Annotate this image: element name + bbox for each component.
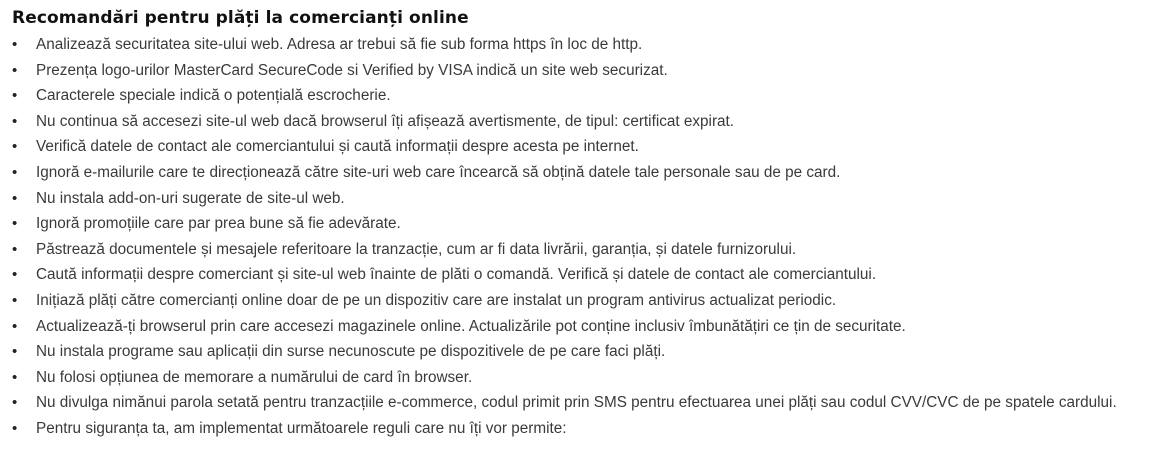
- list-item-text: Nu instala add-on-uri sugerate de site-ul web.: [36, 189, 345, 207]
- list-item-text: Analizează securitatea site-ului web. Adresa ar trebui să fie sub forma https în loc de http.: [36, 36, 643, 53]
- list-item-text: Verifică datele de contact ale comerciantului și caută informații despre acesta pe internet.: [36, 138, 639, 156]
- section-title: Recomandări pentru plăți la comercianți online: [12, 8, 469, 28]
- list-item: [12, 288, 1151, 314]
- list-item-text: Ignoră e-mailurile care te direcționează către site-uri web care încearcă să obțină datele tale personale sau de pe card.: [36, 163, 841, 181]
- bullet-icon: •: [12, 87, 18, 105]
- bullet-icon: •: [12, 266, 18, 284]
- list-item: [12, 314, 1151, 340]
- bullet-icon: •: [12, 163, 18, 181]
- list-item: [12, 211, 1151, 237]
- list-item-text: Prezența logo-urilor MasterCard SecureCode si Verified by VISA indică un site web securizat.: [36, 61, 668, 79]
- bullet-icon: •: [12, 343, 18, 361]
- list-item-text: Nu divulga nimănui parola setată pentru tranzacțiile e-commerce, codul primit prin SMS pentru efectuarea unei plăți sau codul CVV/CVC de pe spatele cardului.: [36, 394, 1117, 412]
- list-item-text: Pentru siguranța ta, am implementat următoarele reguli care nu îți vor permite:: [36, 419, 567, 437]
- list-item-text: Ignoră promoțiile care par prea bune să fie adevărate.: [36, 215, 401, 233]
- bullet-icon: •: [12, 419, 18, 437]
- bullet-icon: •: [12, 215, 18, 233]
- bullet-icon: •: [12, 240, 18, 258]
- bullet-icon: •: [12, 189, 18, 207]
- list-item-text: Caracterele speciale indică o potențială escrocherie.: [36, 87, 391, 105]
- bullet-icon: •: [12, 394, 18, 412]
- bullet-icon: •: [12, 317, 18, 335]
- list-item: [12, 109, 1151, 135]
- bullet-icon: •: [12, 61, 18, 79]
- list-item: [12, 416, 1151, 442]
- list-item: [12, 58, 1151, 84]
- list-item: [12, 160, 1151, 186]
- list-item-text: Păstrează documentele și mesajele referitoare la tranzacție, cum ar fi data livrării, garanția, și datele furnizorului.: [36, 240, 797, 258]
- list-item-text: Nu folosi opțiunea de memorare a numărului de card în browser.: [36, 368, 473, 386]
- list-item-text: Actualizează-ți browserul prin care accesezi magazinele online. Actualizările pot conține inclusiv îmbunătățiri ce țin de securitate.: [36, 317, 906, 335]
- list-item-text: Inițiază plăți către comercianți online doar de pe un dispozitiv care are instalat un program antivirus actualizat periodic.: [36, 291, 837, 309]
- bullet-icon: •: [12, 368, 18, 386]
- recommendations-list: [12, 32, 1151, 442]
- bullet-icon: •: [12, 112, 18, 130]
- list-item-text: Caută informații despre comerciant și site-ul web înainte de plăti o comandă. Verifică și datele de contact ale comerciantului.: [36, 266, 877, 284]
- list-item: [12, 186, 1151, 212]
- bullet-icon: •: [12, 36, 18, 53]
- list-item: [12, 262, 1151, 288]
- list-item-text: Nu instala programe sau aplicații din surse necunoscute pe dispozitivele de pe care faci plăți.: [36, 343, 666, 361]
- list-item: [12, 83, 1151, 109]
- list-item-text: Nu continua să accesezi site-ul web dacă browserul îți afișează avertismente, de tipul: certificat expirat.: [36, 112, 735, 130]
- list-item: [12, 365, 1151, 391]
- bullet-icon: •: [12, 291, 18, 309]
- list-item: [12, 237, 1151, 263]
- bullet-icon: •: [12, 138, 18, 156]
- list-item: [12, 32, 1151, 58]
- list-item: [12, 339, 1151, 365]
- list-item: [12, 390, 1152, 416]
- list-item: [12, 134, 1151, 160]
